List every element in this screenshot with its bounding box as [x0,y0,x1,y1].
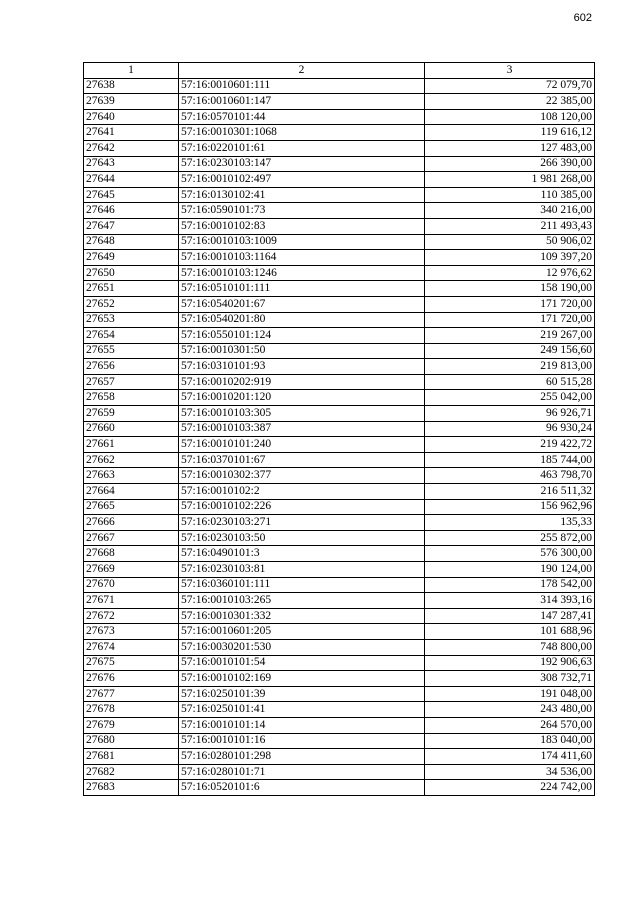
row-number-cell: 27649 [84,250,179,266]
row-number-cell: 27670 [84,577,179,593]
row-number-cell: 27675 [84,655,179,671]
table-header-row [84,63,595,79]
value-cell: 219 267,00 [425,328,595,344]
cadastral-number-cell: 57:16:0540201:67 [179,296,425,312]
value-cell: 308 732,71 [425,671,595,687]
value-cell: 243 480,00 [425,702,595,718]
cadastral-number-cell: 57:16:0490101:3 [179,546,425,562]
cadastral-number-cell: 57:16:0010103:1246 [179,265,425,281]
cadastral-number-cell: 57:16:0250101:41 [179,702,425,718]
cadastral-number-cell: 57:16:0010301:50 [179,343,425,359]
table-row [84,390,595,406]
cadastral-number-cell: 57:16:0010101:14 [179,717,425,733]
value-cell: 108 120,00 [425,109,595,125]
row-number-cell: 27666 [84,515,179,531]
value-cell: 314 393,16 [425,593,595,609]
table-row [84,452,595,468]
row-number-cell: 27676 [84,671,179,687]
value-cell: 190 124,00 [425,562,595,578]
table-row [84,312,595,328]
value-cell: 178 542,00 [425,577,595,593]
row-number-cell: 27657 [84,374,179,390]
row-number-cell: 27669 [84,562,179,578]
table-row [84,780,595,796]
table-row [84,281,595,297]
row-number-cell: 27647 [84,218,179,234]
value-cell: 748 800,00 [425,639,595,655]
value-cell: 255 042,00 [425,390,595,406]
value-cell: 119 616,12 [425,125,595,141]
cadastral-number-cell: 57:16:0540201:80 [179,312,425,328]
cadastral-number-cell: 57:16:0010202:919 [179,374,425,390]
cadastral-number-cell: 57:16:0280101:71 [179,764,425,780]
row-number-cell: 27662 [84,452,179,468]
table-row [84,296,595,312]
value-cell: 96 930,24 [425,421,595,437]
cadastral-number-cell: 57:16:0280101:298 [179,749,425,765]
table-row [84,218,595,234]
table-row [84,406,595,422]
value-cell: 22 385,00 [425,94,595,110]
table-row [84,749,595,765]
table-row [84,530,595,546]
row-number-cell: 27644 [84,172,179,188]
value-cell: 191 048,00 [425,686,595,702]
cadastral-number-cell: 57:16:0310101:93 [179,359,425,375]
row-number-cell: 27658 [84,390,179,406]
value-cell: 192 906,63 [425,655,595,671]
table-row [84,343,595,359]
cadastral-number-cell: 57:16:0230103:50 [179,530,425,546]
cadastral-number-cell: 57:16:0010102:83 [179,218,425,234]
page-number: 602 [573,12,592,24]
cadastral-number-cell: 57:16:0010102:226 [179,499,425,515]
cadastral-number-cell: 57:16:0220101:61 [179,140,425,156]
table-row [84,109,595,125]
table-row [84,156,595,172]
cadastral-number-cell: 57:16:0230103:81 [179,562,425,578]
row-number-cell: 27638 [84,78,179,94]
row-number-cell: 27656 [84,359,179,375]
table-row [84,468,595,484]
cadastral-number-cell: 57:16:0010301:332 [179,608,425,624]
cadastral-number-cell: 57:16:0010302:377 [179,468,425,484]
row-number-cell: 27677 [84,686,179,702]
cadastral-number-cell: 57:16:0010101:16 [179,733,425,749]
value-cell: 72 079,70 [425,78,595,94]
table-row [84,577,595,593]
table-row [84,702,595,718]
row-number-cell: 27645 [84,187,179,203]
table-row [84,125,595,141]
row-number-cell: 27674 [84,639,179,655]
row-number-cell: 27650 [84,265,179,281]
value-cell: 264 570,00 [425,717,595,733]
value-cell: 576 300,00 [425,546,595,562]
cadastral-number-cell: 57:16:0010103:265 [179,593,425,609]
value-cell: 255 872,00 [425,530,595,546]
row-number-cell: 27655 [84,343,179,359]
value-cell: 50 906,02 [425,234,595,250]
column-header-1: 1 [84,63,179,79]
cadastral-number-cell: 57:16:0230103:147 [179,156,425,172]
table-row [84,608,595,624]
row-number-cell: 27671 [84,593,179,609]
cadastral-number-cell: 57:16:0010601:111 [179,78,425,94]
cadastral-number-cell: 57:16:0130102:41 [179,187,425,203]
value-cell: 147 287,41 [425,608,595,624]
table-row [84,733,595,749]
table-row [84,639,595,655]
row-number-cell: 27672 [84,608,179,624]
value-cell: 340 216,00 [425,203,595,219]
row-number-cell: 27654 [84,328,179,344]
row-number-cell: 27682 [84,764,179,780]
value-cell: 171 720,00 [425,312,595,328]
table-row [84,187,595,203]
value-cell: 216 511,32 [425,484,595,500]
table-row [84,328,595,344]
row-number-cell: 27663 [84,468,179,484]
cadastral-number-cell: 57:16:0010301:1068 [179,125,425,141]
row-number-cell: 27641 [84,125,179,141]
value-cell: 174 411,60 [425,749,595,765]
value-cell: 60 515,28 [425,374,595,390]
table-row [84,94,595,110]
value-cell: 219 422,72 [425,437,595,453]
value-cell: 249 156,60 [425,343,595,359]
table-row [84,172,595,188]
cadastral-number-cell: 57:16:0370101:67 [179,452,425,468]
table-row [84,562,595,578]
table-row [84,374,595,390]
value-cell: 183 040,00 [425,733,595,749]
value-cell: 224 742,00 [425,780,595,796]
cadastral-number-cell: 57:16:0570101:44 [179,109,425,125]
cadastral-number-cell: 57:16:0010102:2 [179,484,425,500]
row-number-cell: 27664 [84,484,179,500]
row-number-cell: 27643 [84,156,179,172]
row-number-cell: 27653 [84,312,179,328]
registry-table [83,62,595,796]
value-cell: 101 688,96 [425,624,595,640]
value-cell: 135,33 [425,515,595,531]
row-number-cell: 27652 [84,296,179,312]
value-cell: 158 190,00 [425,281,595,297]
cadastral-number-cell: 57:16:0010102:497 [179,172,425,188]
table-row [84,686,595,702]
table-row [84,78,595,94]
table-row [84,437,595,453]
value-cell: 266 390,00 [425,156,595,172]
cadastral-number-cell: 57:16:0360101:111 [179,577,425,593]
cadastral-number-cell: 57:16:0010103:1009 [179,234,425,250]
row-number-cell: 27651 [84,281,179,297]
cadastral-number-cell: 57:16:0010601:147 [179,94,425,110]
value-cell: 127 483,00 [425,140,595,156]
row-number-cell: 27673 [84,624,179,640]
row-number-cell: 27661 [84,437,179,453]
table-row [84,764,595,780]
row-number-cell: 27646 [84,203,179,219]
table-row [84,593,595,609]
value-cell: 156 962,96 [425,499,595,515]
value-cell: 211 493,43 [425,218,595,234]
table-row [84,484,595,500]
row-number-cell: 27659 [84,406,179,422]
cadastral-number-cell: 57:16:0010101:240 [179,437,425,453]
cadastral-number-cell: 57:16:0010103:1164 [179,250,425,266]
row-number-cell: 27667 [84,530,179,546]
table-row [84,359,595,375]
table-row [84,265,595,281]
cadastral-number-cell: 57:16:0010101:54 [179,655,425,671]
value-cell: 110 385,00 [425,187,595,203]
cadastral-number-cell: 57:16:0010103:305 [179,406,425,422]
cadastral-number-cell: 57:16:0510101:111 [179,281,425,297]
value-cell: 34 536,00 [425,764,595,780]
row-number-cell: 27681 [84,749,179,765]
cadastral-number-cell: 57:16:0010103:387 [179,421,425,437]
row-number-cell: 27640 [84,109,179,125]
value-cell: 96 926,71 [425,406,595,422]
table-row [84,515,595,531]
table-row [84,203,595,219]
row-number-cell: 27679 [84,717,179,733]
cadastral-number-cell: 57:16:0030201:530 [179,639,425,655]
cadastral-number-cell: 57:16:0250101:39 [179,686,425,702]
table-row [84,624,595,640]
cadastral-number-cell: 57:16:0550101:124 [179,328,425,344]
row-number-cell: 27683 [84,780,179,796]
value-cell: 463 798,70 [425,468,595,484]
table-row [84,421,595,437]
table-row [84,717,595,733]
row-number-cell: 27665 [84,499,179,515]
cadastral-number-cell: 57:16:0010601:205 [179,624,425,640]
table-row [84,655,595,671]
value-cell: 109 397,20 [425,250,595,266]
row-number-cell: 27678 [84,702,179,718]
cadastral-number-cell: 57:16:0010102:169 [179,671,425,687]
table-row [84,499,595,515]
table-row [84,671,595,687]
cadastral-number-cell: 57:16:0230103:271 [179,515,425,531]
cadastral-number-cell: 57:16:0520101:6 [179,780,425,796]
value-cell: 219 813,00 [425,359,595,375]
value-cell: 1 981 268,00 [425,172,595,188]
value-cell: 185 744,00 [425,452,595,468]
table-row [84,140,595,156]
row-number-cell: 27642 [84,140,179,156]
row-number-cell: 27639 [84,94,179,110]
column-header-2: 2 [179,63,425,79]
table-row [84,250,595,266]
column-header-3: 3 [425,63,595,79]
table-row [84,234,595,250]
value-cell: 12 976,62 [425,265,595,281]
value-cell: 171 720,00 [425,296,595,312]
row-number-cell: 27680 [84,733,179,749]
table-row [84,546,595,562]
row-number-cell: 27660 [84,421,179,437]
row-number-cell: 27648 [84,234,179,250]
cadastral-number-cell: 57:16:0010201:120 [179,390,425,406]
table-body [84,78,595,795]
row-number-cell: 27668 [84,546,179,562]
cadastral-number-cell: 57:16:0590101:73 [179,203,425,219]
